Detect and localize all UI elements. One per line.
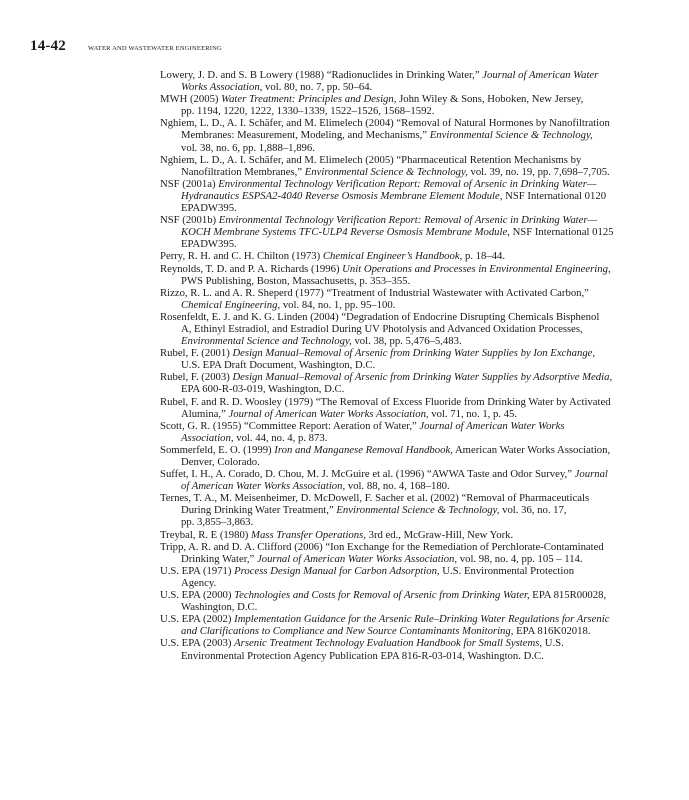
reference-text: Rosenfeldt, E. J. and K. G. Linden (2004) “Degradation of Endocrine Disrupting Chemicals Bisphenol A, Ethinyl Estradiol, and Estradiol During UV Photolysis and Advanced Oxidation Processes, xyxy=(160,310,600,335)
reference-italic-title: Water Treatment: Principles and Design, xyxy=(221,93,397,106)
reference-italic-title: Chemical Engineer’s Handbook, xyxy=(322,250,463,263)
reference-entry xyxy=(160,311,650,347)
reference-details: EPA 816K02018. xyxy=(513,625,591,638)
reference-entry xyxy=(160,444,650,468)
reference-italic-title: Implementation Guidance for the Arsenic Rule–Drinking Water Regulations for Arsenic and Clarifications to Compliance and New Source Contaminants Monitoring, xyxy=(181,613,610,638)
reference-text: Treybal, R. E (1980) xyxy=(160,528,252,541)
reference-details: vol. 36, no. 17, pp. 3,855–3,863. xyxy=(181,504,567,529)
reference-text: NSF (2001b) xyxy=(160,214,219,227)
reference-details: U.S. Environmental Protection Agency. xyxy=(181,564,575,589)
reference-entry xyxy=(160,154,650,178)
reference-details: American Water Works Association, Denver, Colorado. xyxy=(181,443,611,468)
reference-text: Ternes, T. A., M. Meisenheimer, D. McDowell, F. Sacher et al. (2002) “Removal of Pharmaceuticals During Drinking Water Treatment,” xyxy=(160,492,590,517)
reference-italic-title: Environmental Science & Technology, xyxy=(429,129,593,142)
reference-italic-title: Journal of American Water Works Association, xyxy=(228,407,429,420)
reference-italic-title: Environmental Science and Technology, xyxy=(181,335,352,348)
reference-details: vol. 84, no. 1, pp. 95–100. xyxy=(280,298,396,311)
reference-details: EPA 815R00028, Washington, D.C. xyxy=(181,589,607,614)
reference-details: vol. 39, no. 19, pp. 7,698–7,705. xyxy=(467,165,610,178)
reference-text: Nghiem, L. D., A. I. Schäfer, and M. Elimelech (2005) “Pharmaceutical Retention Mechanisms by Nanofiltration Membranes,” xyxy=(160,153,582,178)
reference-entry xyxy=(160,117,650,153)
reference-text: Rubel, F. and R. D. Woosley (1979) “The Removal of Excess Fluoride from Drinking Water by Activated Alumina,” xyxy=(160,395,611,420)
reference-text: Perry, R. H. and C. H. Chilton (1973) xyxy=(160,250,323,263)
reference-details: EPA 600-R-03-019, Washington, D.C. xyxy=(181,383,345,396)
reference-italic-title: Design Manual–Removal of Arsenic from Drinking Water Supplies by Ion Exchange, xyxy=(232,347,596,360)
reference-italic-title: Journal of American Water Works Association, xyxy=(181,69,599,94)
reference-italic-title: Journal of American Water Works Association, xyxy=(181,468,608,493)
running-head xyxy=(30,38,222,55)
reference-entry xyxy=(160,589,650,613)
reference-text: Suffet, I. H., A. Corado, D. Chou, M. J. McGuire et al. (1996) “AWWA Taste and Odor Survey,” xyxy=(160,468,575,481)
reference-entry xyxy=(160,178,650,214)
reference-details: vol. 71, no. 1, p. 45. xyxy=(428,407,518,420)
reference-italic-title: Journal of American Water Works Association, xyxy=(181,419,565,444)
reference-details: U.S. Environmental Protection Agency Publication EPA 816-R-03-014, Washington. D.C. xyxy=(181,637,564,662)
reference-entry xyxy=(160,371,650,395)
reference-entry xyxy=(160,263,650,287)
reference-italic-title: Unit Operations and Processes in Environmental Engineering, xyxy=(342,262,611,275)
reference-entry xyxy=(160,637,650,661)
reference-italic-title: Design Manual–Removal of Arsenic from Drinking Water Supplies by Adsorptive Media, xyxy=(232,371,613,384)
reference-entry xyxy=(160,347,650,371)
reference-text: U.S. EPA (2003) xyxy=(160,637,235,650)
reference-details: John Wiley & Sons, Hoboken, New Jersey, pp. 1194, 1220, 1222, 1330–1339, 1522–1526, 1568–1592. xyxy=(181,93,584,118)
reference-italic-title: Environmental Technology Verification Report: Removal of Arsenic in Drinking Water— Hydranautics ESPSA2-4040 Reverse Osmosis Membrane Element Module, xyxy=(181,177,597,202)
reference-italic-title: Chemical Engineering, xyxy=(181,298,281,311)
reference-entry xyxy=(160,529,650,541)
reference-details: U.S. EPA Draft Document, Washington, D.C. xyxy=(181,359,376,372)
reference-text: Sommerfeld, E. O. (1999) xyxy=(160,443,275,456)
reference-entry xyxy=(160,613,650,637)
reference-text: U.S. EPA (1971) xyxy=(160,564,235,577)
reference-list xyxy=(160,69,650,662)
reference-text: Tripp, A. R. and D. A. Clifford (2006) “Ion Exchange for the Remediation of Perchlorate-Contaminated Drinking Water,” xyxy=(160,540,604,565)
reference-entry xyxy=(160,565,650,589)
reference-details: vol. 38, pp. 5,476–5,483. xyxy=(351,335,462,348)
reference-entry xyxy=(160,396,650,420)
reference-details: vol. 80, no. 7, pp. 50–64. xyxy=(262,81,373,94)
reference-text: U.S. EPA (2002) xyxy=(160,613,235,626)
reference-details: 3rd ed., McGraw-Hill, New York. xyxy=(365,528,514,541)
reference-italic-title: Technologies and Costs for Removal of Arsenic from Drinking Water, xyxy=(234,589,530,602)
reference-details: vol. 88, no. 4, 168–180. xyxy=(345,480,450,493)
reference-entry xyxy=(160,468,650,492)
reference-text: Scott, G. R. (1955) “Committee Report: Aeration of Water,” xyxy=(160,419,420,432)
reference-text: Nghiem, L. D., A. I. Schäfer, and M. Elimelech (2004) “Removal of Natural Hormones by Nanofiltration Membranes: Measurement, Modeling, and Mechanisms,” xyxy=(160,117,610,142)
reference-details: PWS Publishing, Boston, Massachusetts, p. 353–355. xyxy=(181,274,411,287)
reference-entry xyxy=(160,420,650,444)
reference-entry xyxy=(160,287,650,311)
reference-text: U.S. EPA (2000) xyxy=(160,589,235,602)
reference-entry xyxy=(160,492,650,528)
reference-entry xyxy=(160,250,650,262)
reference-details: vol. 44, no. 4, p. 873. xyxy=(233,431,328,444)
reference-italic-title: Iron and Manganese Removal Handbook, xyxy=(274,443,453,456)
reference-italic-title: Journal of American Water Works Association, xyxy=(256,552,458,565)
reference-text: Rizzo, R. L. and A. R. Sheperd (1977) “Treatment of Industrial Wastewater with Activated Carbon,” xyxy=(160,286,589,299)
reference-entry xyxy=(160,541,650,565)
reference-italic-title: Environmental Science & Technology, xyxy=(304,165,468,178)
reference-entry xyxy=(160,214,650,250)
reference-italic-title: Environmental Technology Verification Report: Removal of Arsenic in Drinking Water— KOCH Membrane Systems TFC-ULP4 Reverse Osmosis Membrane Module, xyxy=(181,214,598,239)
page-number: 14-42 xyxy=(30,38,66,54)
reference-text: Lowery, J. D. and S. B Lowery (1988) “Radionuclides in Drinking Water,” xyxy=(160,69,483,81)
reference-italic-title: Process Design Manual for Carbon Adsorption, xyxy=(234,564,440,577)
reference-details: NSF International 0120 EPADW395. xyxy=(181,189,607,215)
reference-italic-title: Environmental Science & Technology, xyxy=(336,504,500,517)
reference-text: Rubel, F. (2003) xyxy=(160,371,233,384)
reference-text: Rubel, F. (2001) xyxy=(160,347,233,360)
reference-details: vol. 98, no. 4, pp. 105 – 114. xyxy=(457,552,583,565)
reference-entry xyxy=(160,93,650,117)
reference-details: NSF International 0125 EPADW395. xyxy=(181,226,614,251)
reference-text: NSF (2001a) xyxy=(160,177,219,190)
reference-italic-title: Mass Transfer Operations, xyxy=(251,528,366,541)
reference-text: MWH (2005) xyxy=(160,93,222,106)
reference-details: vol. 38, no. 6, pp. 1,888–1,896. xyxy=(181,141,315,154)
reference-details: p. 18–44. xyxy=(462,250,506,263)
reference-text: Reynolds, T. D. and P. A. Richards (1996) xyxy=(160,262,343,275)
reference-italic-title: Arsenic Treatment Technology Evaluation Handbook for Small Systems, xyxy=(234,637,543,650)
chapter-title: WATER AND WASTEWATER ENGINEERING xyxy=(88,45,222,52)
reference-entry xyxy=(160,69,650,93)
